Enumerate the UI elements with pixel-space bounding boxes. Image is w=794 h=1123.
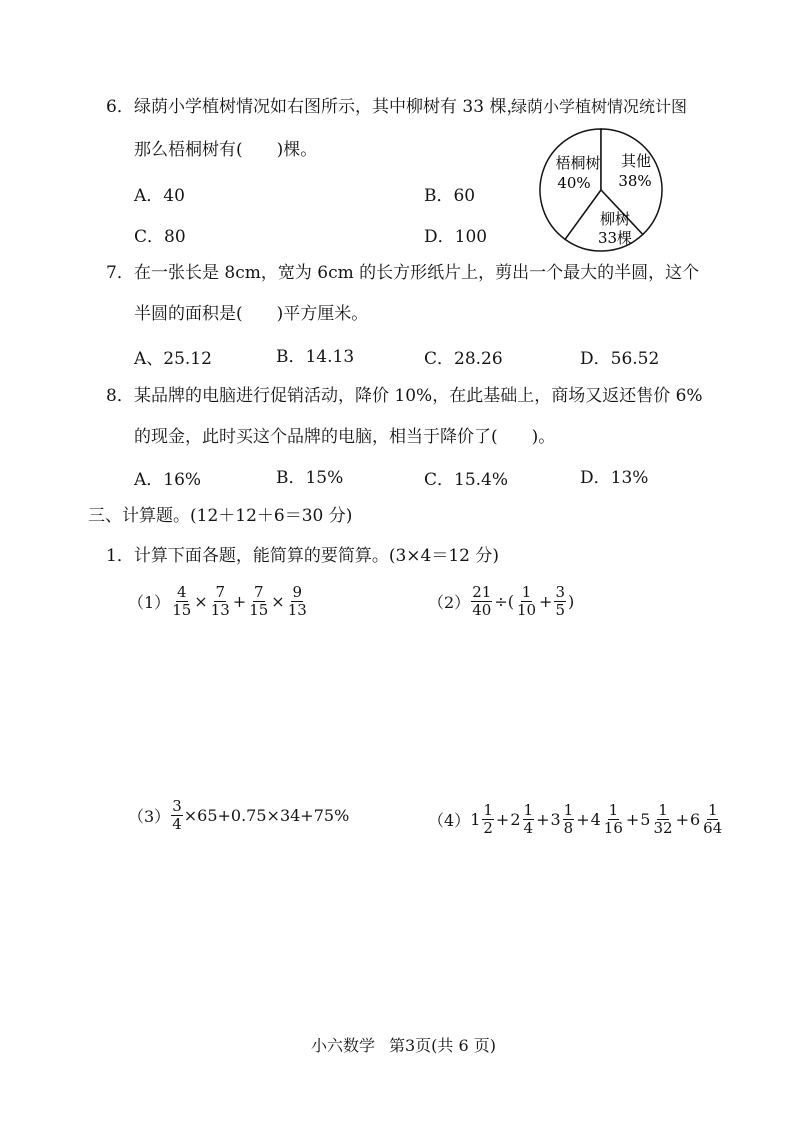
q6-text-line2: 那么梧桐树有( )棵。 — [134, 140, 318, 160]
q7-text-line1: 在一张长是 8cm，宽为 6cm 的长方形纸片上，剪出一个最大的半圆，这个 — [134, 263, 700, 283]
fraction: $\frac{7}{13}$ — [210, 583, 230, 619]
pie-label-other: 其他 — [620, 152, 652, 170]
fraction: $\frac{1}{32}$ — [653, 801, 673, 837]
fraction: $\frac{9}{13}$ — [287, 583, 307, 619]
problem-2-label: （2） — [428, 593, 471, 612]
q6-option-d[interactable]: D．100 — [424, 227, 488, 247]
q7-text-line2: 半圆的面积是( )平方厘米。 — [134, 304, 369, 324]
q8-option-b[interactable]: B．15% — [276, 468, 344, 488]
q8-option-d[interactable]: D．13% — [580, 468, 649, 488]
problem-4: （4） 1 $\frac{1}{2}$ + 2 $\frac{1}{4}$ + 3 $\frac{1}{8}$ + 4 $\frac{1}{16}$ + 5 $\frac{1}{32}$ + 6 $\frac{1}{64}$ — [428, 801, 723, 837]
pie-label-willow: 柳树 — [599, 210, 631, 228]
footer-subject: 小六数学 — [311, 1036, 376, 1055]
q7-option-c[interactable]: C．28.26 — [424, 349, 503, 369]
problem-1-label: （1） — [128, 593, 171, 612]
footer-page-number: 第3页(共 6 页) — [389, 1036, 497, 1055]
problem-3: （3） $\frac{3}{4}$ ×65+0.75×34+75% — [128, 797, 350, 833]
pie-label-wutong: 梧桐树 — [555, 154, 601, 172]
fraction: $\frac{1}{4}$ — [523, 801, 534, 837]
fraction: $\frac{1}{16}$ — [603, 801, 623, 837]
fraction: $\frac{1}{64}$ — [703, 801, 723, 837]
q7-option-d[interactable]: D．56.52 — [580, 349, 660, 369]
pie-value-wutong: 40% — [557, 174, 591, 192]
q7-option-b[interactable]: B．14.13 — [276, 347, 355, 367]
fraction: $\frac{7}{15}$ — [249, 583, 269, 619]
fraction: $\frac{4}{15}$ — [172, 583, 192, 619]
problem-2: （2） $\frac{21}{40}$ ÷( $\frac{1}{10}$ + $\frac{3}{5}$ ) — [428, 583, 575, 619]
section3-sub1: 1．计算下面各题，能简算的要简算。(3×4＝12 分) — [106, 546, 499, 566]
q6-option-c[interactable]: C．80 — [134, 227, 186, 247]
fraction: $\frac{21}{40}$ — [472, 583, 492, 619]
pie-chart — [528, 126, 676, 260]
q7-option-a[interactable]: A、25.12 — [134, 349, 212, 369]
q8-text-line2: 的现金，此时买这个品牌的电脑，相当于降价了( )。 — [134, 427, 556, 447]
fraction: $\frac{3}{4}$ — [172, 797, 182, 833]
q8-option-c[interactable]: C．15.4% — [424, 470, 509, 490]
problem-3-label: （3） — [128, 807, 171, 826]
q8-text-line1: 某品牌的电脑进行促销活动，降价 10%，在此基础上，商场又返还售价 6% — [134, 386, 703, 406]
pie-value-willow: 33棵 — [597, 229, 633, 247]
fraction: $\frac{1}{10}$ — [516, 583, 537, 619]
q6-option-b[interactable]: B．60 — [424, 186, 476, 206]
q8-number: 8． — [106, 386, 134, 406]
q7-number: 7． — [106, 263, 134, 283]
fraction: $\frac{1}{8}$ — [563, 801, 574, 837]
pie-chart-title: 绿荫小学植树情况统计图 — [511, 97, 688, 116]
problem-1: （1） $\frac{4}{15}$ × $\frac{7}{13}$ + $\frac{7}{15}$ × $\frac{9}{13}$ — [128, 583, 307, 619]
q6-text-line1: 绿荫小学植树情况如右图所示，其中柳树有 33 棵， — [134, 97, 524, 117]
fraction: $\frac{3}{5}$ — [555, 583, 565, 619]
fraction: $\frac{1}{2}$ — [483, 801, 493, 837]
section3-heading: 三、计算题。(12＋12＋6＝30 分) — [88, 506, 353, 526]
pie-value-other: 38% — [618, 172, 652, 190]
q8-option-a[interactable]: A．16% — [134, 470, 202, 490]
q6-option-a[interactable]: A．40 — [134, 186, 185, 206]
q6-number: 6． — [106, 97, 134, 117]
problem-4-label: （4） — [428, 811, 471, 830]
